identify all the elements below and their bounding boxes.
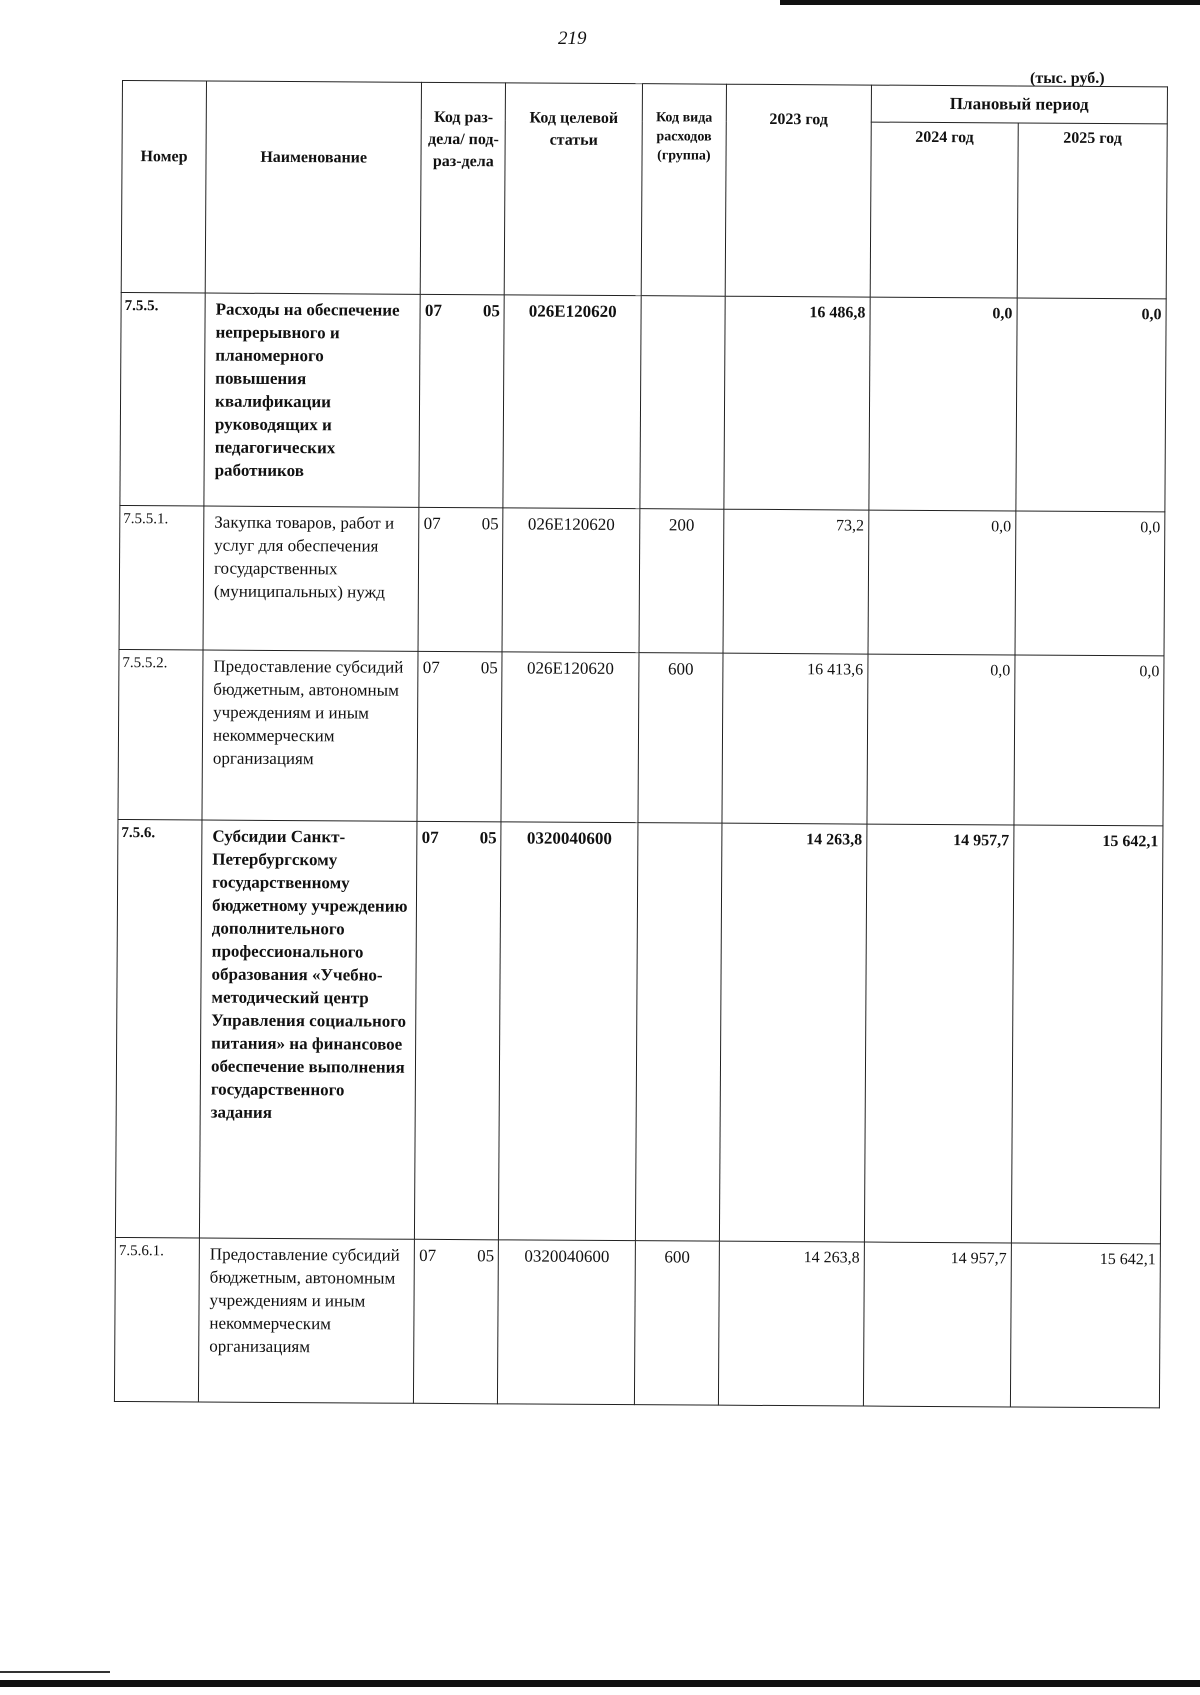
row-target-code: 026E120620 [502, 508, 639, 653]
row-name: Субсидии Санкт-Петербургскому государственному бюджетному учреждению дополнительного профессионального образования «Учебно-методический центр Управления социального питания» на финансовое обеспечение выполнения государственного задания [199, 820, 417, 1239]
row-expense-kind: 200 [639, 509, 724, 654]
row-section-code [419, 294, 504, 508]
page-number: 219 [558, 28, 587, 49]
row-section-code [418, 507, 503, 652]
table-row [119, 505, 1165, 655]
subsection-code: 05 [480, 658, 498, 678]
header-year-2024: 2024 год [870, 122, 1018, 298]
header-target-code: Код целевой статьи [505, 83, 643, 296]
header-expense-kind: Код вида расходов (группа) [641, 84, 726, 297]
bottom-edge-rule-short [0, 1671, 110, 1673]
row-number: 7.5.5. [120, 292, 205, 506]
row-number: 7.5.6. [115, 819, 202, 1238]
row-expense-kind: 600 [638, 653, 723, 824]
section-code: 07 [424, 300, 442, 320]
row-number: 7.5.5.2. [118, 649, 203, 820]
row-amount-2024: 0,0 [868, 510, 1016, 655]
header-name: Наименование [205, 81, 422, 294]
row-amount-2023: 14 263,8 [719, 823, 866, 1242]
row-amount-2024: 14 957,7 [863, 1242, 1011, 1407]
section-code: 07 [421, 827, 439, 847]
row-number: 7.5.6.1. [114, 1237, 199, 1402]
section-code: 07 [419, 1245, 437, 1265]
header-plan-period: Плановый период [871, 85, 1167, 124]
row-name: Предоставление субсидий бюджетным, автономным учреждениям и иным некоммерческим организациям [202, 650, 418, 821]
row-section-code [414, 1239, 499, 1404]
row-target-code: 0320040600 [498, 1240, 636, 1405]
budget-table-wrap [114, 80, 1168, 1408]
header-year-2025: 2025 год [1017, 123, 1167, 299]
row-expense-kind [635, 823, 722, 1242]
row-name: Закупка товаров, работ и услуг для обеспечения государственных (муниципальных) нужд [203, 506, 419, 651]
row-amount-2025: 15 642,1 [1010, 1243, 1160, 1408]
row-expense-kind [640, 296, 725, 510]
table-row [114, 1237, 1160, 1407]
units-note: (тыс. руб.) [1030, 70, 1105, 87]
row-name: Предоставление субсидий бюджетным, автономным учреждениям и иным некоммерческим организациям [198, 1238, 414, 1403]
row-amount-2025: 0,0 [1016, 298, 1166, 512]
row-amount-2024: 0,0 [867, 654, 1015, 825]
budget-table [114, 80, 1168, 1408]
row-target-code: 0320040600 [499, 822, 638, 1241]
row-section-code [417, 651, 502, 822]
section-code: 07 [423, 513, 441, 533]
row-amount-2025: 0,0 [1015, 511, 1165, 656]
row-target-code: 026E120620 [503, 295, 641, 509]
subsection-code: 05 [482, 301, 500, 321]
row-amount-2023: 16 413,6 [722, 653, 868, 824]
section-code: 07 [422, 657, 440, 677]
row-number: 7.5.5.1. [119, 505, 204, 650]
row-amount-2025: 0,0 [1014, 655, 1164, 826]
row-amount-2025: 15 642,1 [1011, 825, 1163, 1244]
row-section-code [415, 821, 502, 1240]
table-row [118, 649, 1164, 825]
row-expense-kind: 600 [634, 1241, 719, 1406]
table-row [120, 292, 1166, 511]
header-section-code: Код раз-дела/ под-раз-дела [421, 82, 506, 295]
subsection-code: 05 [477, 1246, 495, 1266]
row-amount-2023: 14 263,8 [718, 1241, 864, 1406]
top-edge-rule [780, 0, 1200, 5]
subsection-code: 05 [479, 828, 497, 848]
row-amount-2024: 0,0 [869, 297, 1017, 511]
header-year-2023: 2023 год [725, 84, 871, 297]
row-target-code: 026E120620 [501, 652, 639, 823]
subsection-code: 05 [481, 514, 499, 534]
table-row [115, 819, 1163, 1243]
row-name: Расходы на обеспечение непрерывного и планомерного повышения квалификации руководящих и педагогических работников [204, 293, 421, 507]
row-amount-2023: 73,2 [723, 509, 869, 654]
row-amount-2024: 14 957,7 [864, 824, 1014, 1243]
bottom-edge-rule [0, 1680, 1200, 1687]
header-number: Номер [121, 81, 206, 294]
row-amount-2023: 16 486,8 [724, 296, 870, 510]
